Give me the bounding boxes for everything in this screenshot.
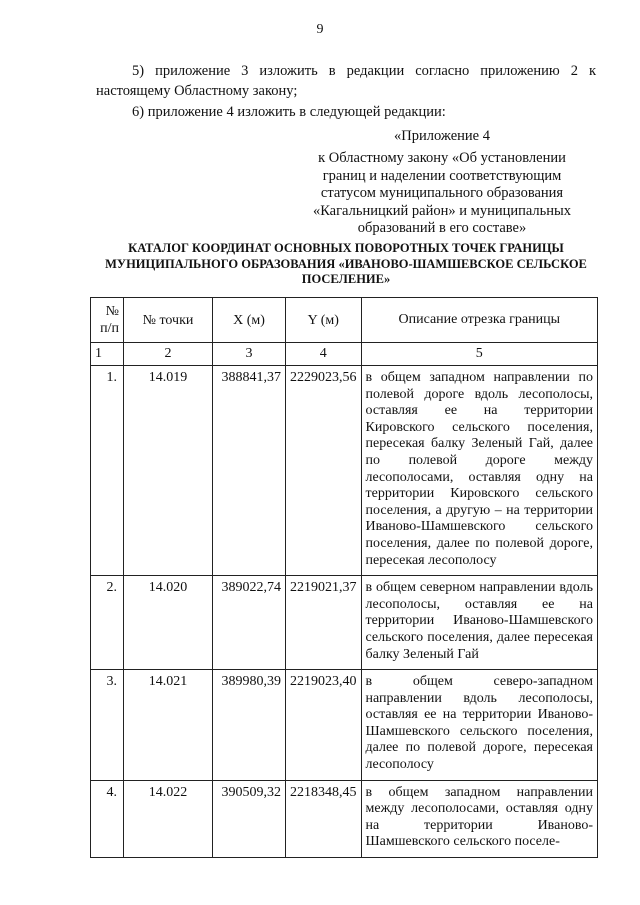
y-coordinate: 2218348,45 (286, 780, 362, 857)
column-index-row (91, 343, 598, 366)
point-id: 14.021 (124, 670, 213, 781)
paragraph-item-5: 5) приложение 3 изложить в редакции согласно приложению 2 к настоящему Областному закону; (96, 63, 596, 99)
header-description: Описание отрезка границы (361, 298, 598, 343)
column-index: 2 (124, 343, 213, 366)
x-coordinate: 389022,74 (213, 576, 286, 670)
header-x: X (м) (213, 298, 286, 343)
row-number: 1. (91, 366, 124, 576)
x-coordinate: 390509,32 (213, 780, 286, 857)
x-coordinate: 389980,39 (213, 670, 286, 781)
column-index: 1 (91, 343, 124, 366)
header-num: № п/п (91, 298, 124, 343)
row-number: 4. (91, 780, 124, 857)
table-row (91, 780, 598, 857)
column-index: 4 (286, 343, 362, 366)
column-index: 5 (361, 343, 598, 366)
segment-description: в общем северном направлении вдоль лесополосы, оставляя ее на территории Иваново-Шамшевского сельского поселения, далее пересекая балку Зеленый Гай (361, 576, 598, 670)
header-y: Y (м) (286, 298, 362, 343)
row-number: 3. (91, 670, 124, 781)
table-row (91, 366, 598, 576)
segment-description: в общем северо-западном направлении вдоль лесополосы, оставляя ее на территории Иваново-Шамшевского сельского поселения, далее по полевой дороге, пересекая лесополосу (361, 670, 598, 781)
appendix-subtitle: к Областному закону «Об установлении границ и наделении соответствующим статусом муниципального образования «Кагальницкий район» и муниципальных образований в его составе» (312, 150, 572, 236)
appendix-title: «Приложение 4 (394, 128, 490, 144)
x-coordinate: 388841,37 (213, 366, 286, 576)
y-coordinate: 2229023,56 (286, 366, 362, 576)
point-id: 14.020 (124, 576, 213, 670)
point-id: 14.022 (124, 780, 213, 857)
catalog-title: КАТАЛОГ КООРДИНАТ ОСНОВНЫХ ПОВОРОТНЫХ ТОЧЕК ГРАНИЦЫ МУНИЦИПАЛЬНОГО ОБРАЗОВАНИЯ «ИВАНОВО-ШАМШЕВСКОЕ СЕЛЬСКОЕ ПОСЕЛЕНИЕ» (105, 241, 587, 286)
y-coordinate: 2219021,37 (286, 576, 362, 670)
point-id: 14.019 (124, 366, 213, 576)
table-row (91, 670, 598, 781)
segment-description: в общем западном направлении между лесополосами, оставляя одну на территории Иваново-Шамшевского сельского поселе- (361, 780, 598, 857)
paragraph-item-6: 6) приложение 4 изложить в следующей редакции: (132, 104, 446, 120)
column-index: 3 (213, 343, 286, 366)
coordinates-table (90, 297, 598, 858)
header-point: № точки (124, 298, 213, 343)
page-number: 9 (316, 22, 324, 37)
y-coordinate: 2219023,40 (286, 670, 362, 781)
row-number: 2. (91, 576, 124, 670)
table-row (91, 576, 598, 670)
segment-description: в общем западном направлении по полевой дороге вдоль лесополосы, оставляя ее на территории Кировского сельского поселения, пересекая балку Зеленый Гай, далее по полевой дороге между лесополосами, оставляя одну на территории Кировского сельского поселения, а другую – на территории Иваново-Шамшевского сельского поселения, далее по полевой дороге, пересекая лесополосу (361, 366, 598, 576)
table-header (91, 298, 598, 343)
